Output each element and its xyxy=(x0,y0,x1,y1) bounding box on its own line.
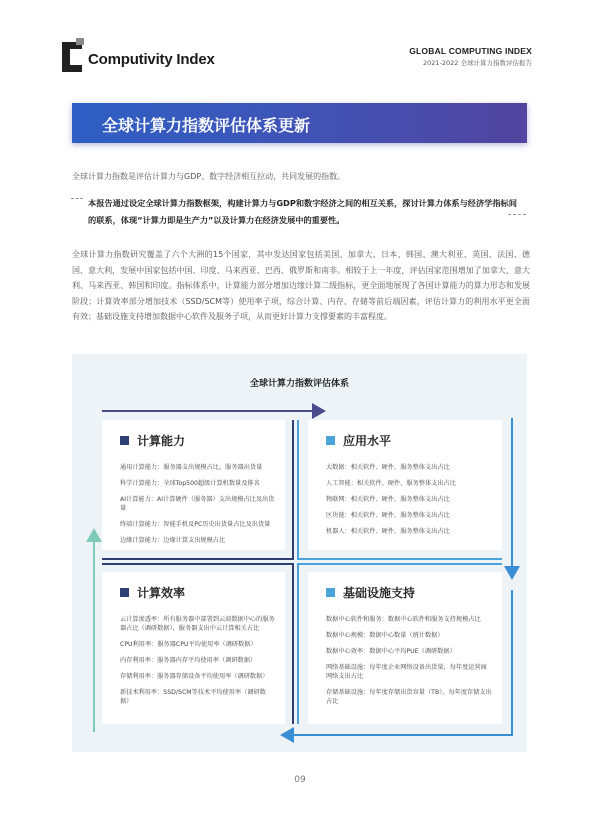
square-icon xyxy=(326,436,335,445)
framework-diagram xyxy=(72,354,527,752)
quadrant-compute-efficiency xyxy=(102,572,285,724)
quadrant-application-level xyxy=(308,420,502,550)
list-item: 通用计算能力：服务器支出规模占比，服务器出货量 xyxy=(120,464,263,471)
list-item: AI计算能力：AI计算硬件（服务器）支出规模占比及出货量 xyxy=(120,496,275,512)
square-icon xyxy=(120,436,129,445)
list-item: 数据中心软件和服务：数据中心软件和服务支持规模占比 xyxy=(326,616,481,623)
quadrant-infrastructure-support xyxy=(308,572,502,724)
list-item: 存储利用率：服务器存储设备平均使用率（调研数据） xyxy=(120,672,269,680)
report-subtitle: 2021-2022 全球计算力指数评估报告 xyxy=(423,59,532,67)
list-item: 边缘计算能力：边缘计算支出规模占比 xyxy=(120,536,226,544)
list-item: 内存利用率：服务器内存平均使用率（调研数据） xyxy=(120,656,257,664)
section-banner xyxy=(72,103,527,143)
list-item: 存储基础设施：每年度存储出货容量（TB），每年度存储支出占比 xyxy=(326,688,492,705)
quote-mark-right xyxy=(508,214,526,215)
report-title-en: GLOBAL COMPUTING INDEX xyxy=(409,46,532,56)
list-item: 区块链：相关软件、硬件、服务整体支出占比 xyxy=(326,512,450,520)
logo-icon xyxy=(62,42,84,72)
list-item: 新技术利用率：SSD/SCM等技术平均使用率（调研数据） xyxy=(120,688,266,705)
list-item: 数据中心规模：数据中心数量（统计数据） xyxy=(326,632,444,640)
quadrant-title: 计算能力 xyxy=(137,434,186,448)
diagram-title: 全球计算力指数评估体系 xyxy=(249,379,349,389)
intro-paragraph: 全球计算力指数是评估计算力与GDP、数字经济相互拉动，共同发展的指数。 xyxy=(72,172,346,181)
quote-mark-left xyxy=(71,198,83,199)
list-item: 终端计算能力：智能手机及PC历史出货量占比及出货量 xyxy=(120,520,271,528)
list-item: 机器人：相关软件、硬件、服务整体支出占比 xyxy=(326,528,450,536)
quadrant-title: 应用水平 xyxy=(343,434,392,448)
quadrant-title: 计算效率 xyxy=(137,586,186,600)
list-item: 科学计算能力：全球Top500超级计算机数量及排名 xyxy=(120,480,260,488)
body-paragraph: 全球计算力指数研究覆盖了六个大洲的15个国家，其中发达国家包括美国、加拿大、日本、韩国、澳大利亚、英国、法国、德国、意大利，发展中国家包括中国、印度、马来西亚、巴西、俄罗斯和南非。相较于上一年度，评估国家范围增加了加拿大、意大利、马来西亚、韩国和印度。指标体系中，计算能力部分增加边缘计算二级指标，更全面地展现了各国计算能力的算力形态和发展阶段；计算效率部分增加技术（SSD/SCM等）使用率子项，综合计算、内存、存储等前后端因素，评估计算力的利用水平更全面有效；基础设施支持增加数据中心软件及服务子项，从而更好计算力支撑要素的丰富程度。 xyxy=(72,250,530,321)
list-item: CPU利用率：服务器CPU平均使用率（调研数据） xyxy=(120,640,257,648)
list-item: 云计算渗透率：所有服务器中部署到云端数据中心的服务器占比（调研数据），服务器支出中云计算相关占比 xyxy=(120,616,275,632)
quadrant-compute-capability xyxy=(102,420,285,550)
list-item: 数据中心效率：数据中心平均PUE（调研数据） xyxy=(326,648,456,656)
section-title: 全球计算力指数评估体系更新 xyxy=(102,116,311,135)
report-header xyxy=(409,46,532,67)
square-icon xyxy=(326,588,335,597)
list-item: 物联网：相关软件、硬件、服务整体支出占比 xyxy=(326,496,450,504)
list-item: 人工智能：相关软件、硬件、服务整体支出占比 xyxy=(326,480,456,488)
quote-paragraph: 本报告通过设定全球计算力指数框架，构建计算力与GDP和数字经济之间的相互关系，探讨计算力体系与经济学指标间的联系，体现“计算力即是生产力”以及计算力在经济发展中的重要性。 xyxy=(88,198,517,225)
square-icon xyxy=(120,588,129,597)
list-item: 大数据：相关软件、硬件、服务整体支出占比 xyxy=(326,464,450,471)
quadrant-title: 基础设施支持 xyxy=(343,586,416,600)
page-number: 09 xyxy=(294,775,306,785)
logo-text: Computivity Index xyxy=(88,51,215,68)
list-item: 网络基础设施：每年度企业网络设备出货量，每年度运营商网络支出占比 xyxy=(326,664,487,680)
